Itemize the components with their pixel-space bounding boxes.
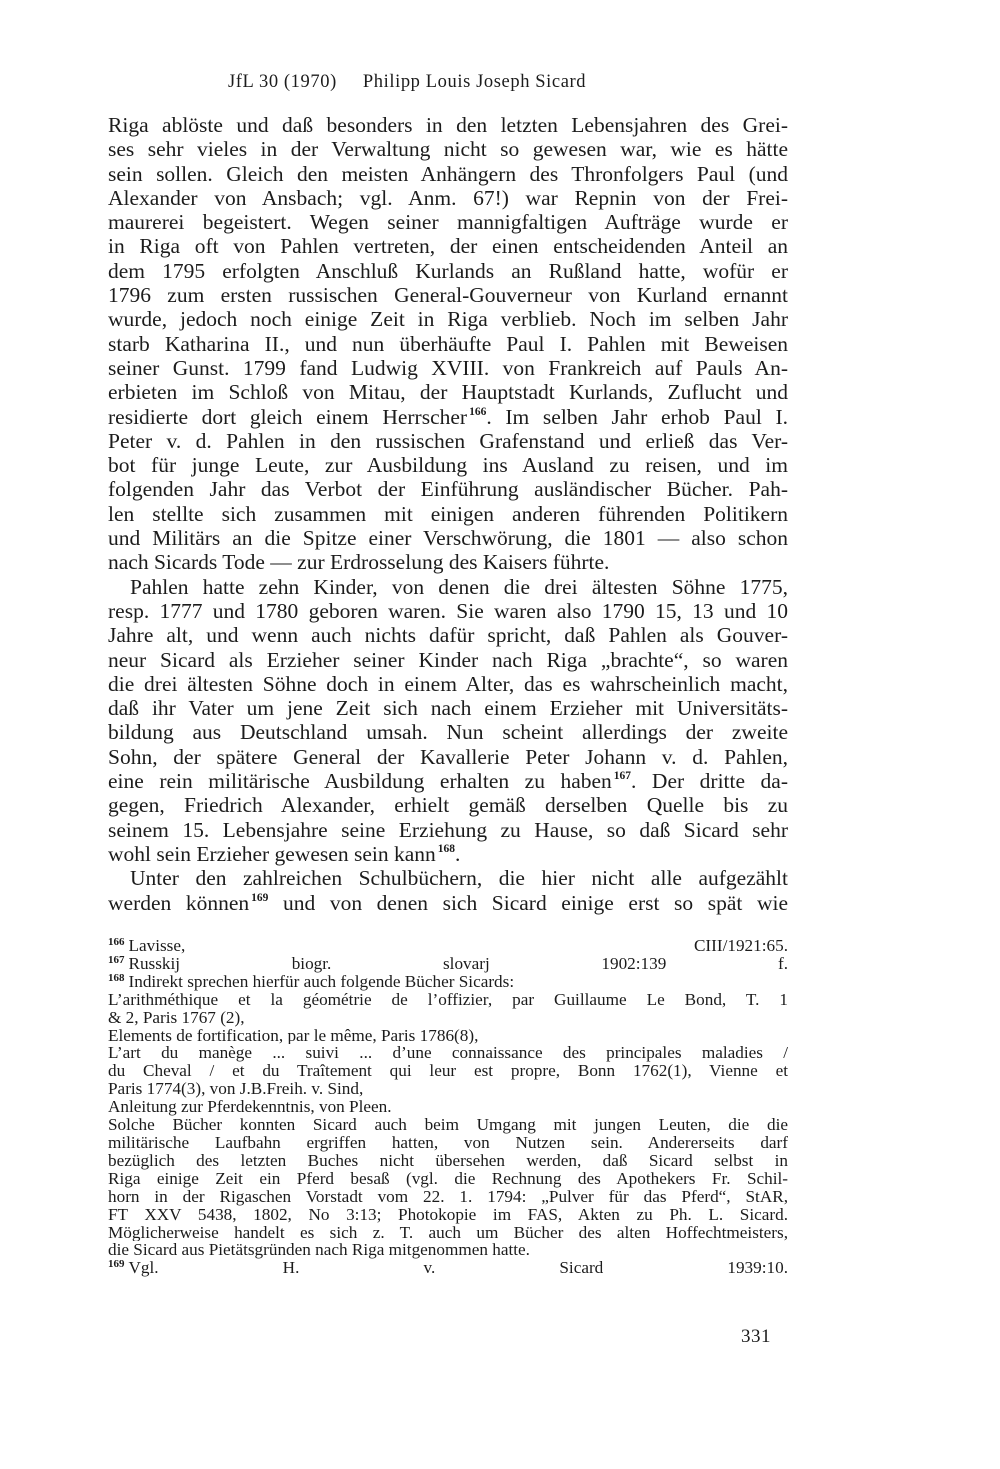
line-text: FT XXV 5438, 1802, No 3:13; Photokopie im FAS, Akten zu Ph. L. Sicard.: [108, 1205, 788, 1224]
running-header: [228, 72, 586, 93]
footnote: [108, 955, 788, 973]
line-text: ses sehr vieles in der Verwaltung nicht so gewesen war, wie es hätte: [108, 137, 788, 162]
text-line: [108, 283, 788, 307]
text-line: [108, 307, 788, 331]
footnote-number: 167: [108, 954, 125, 966]
text-line: [108, 1027, 788, 1045]
line-text: . Im selben Jahr erhob Paul I.: [486, 404, 788, 429]
line-text: L’arithméthique et la géométrie de l’offizier, par Guillaume Le Bond, T. 1: [108, 990, 788, 1009]
text-line: [108, 550, 788, 574]
line-text: Pahlen hatte zehn Kinder, von denen die drei ältesten Söhne 1775,: [130, 574, 788, 599]
footnote-number: 168: [108, 972, 125, 984]
line-text: Unter den zahlreichen Schulbüchern, die hier nicht alle aufgezählt: [130, 866, 788, 891]
text-line: [108, 1241, 788, 1259]
line-text: wurde, jedoch noch einige Zeit in Riga verblieb. Noch im selben Jahr: [108, 307, 788, 332]
footnote-reference[interactable]: 168: [437, 842, 456, 855]
line-text: horn in der Rigaschen Vorstadt vom 22. 1. 1794: „Pulver für das Pferd“, StAR,: [108, 1187, 788, 1206]
line-text: Peter v. d. Pahlen in den russischen Grafenstand und erließ das Ver-: [108, 428, 788, 453]
line-text: Jahre alt, und wenn auch nichts dafür spricht, daß Pahlen als Gouver-: [108, 623, 788, 648]
text-line: [108, 429, 788, 453]
text-line: [108, 113, 788, 137]
line-text: Vgl. H. v. Sicard 1939:10.: [128, 1259, 788, 1278]
text-line: [108, 453, 788, 477]
line-text: militärische Laufbahn ergriffen hatten, von Nutzen sein. Andererseits darf: [108, 1133, 788, 1152]
text-line: [108, 937, 788, 955]
text-line: [108, 769, 788, 793]
footnote-reference[interactable]: 166: [469, 405, 487, 418]
text-line: [108, 866, 788, 890]
line-text: Indirekt sprechen hierfür auch folgende Bücher Sicards:: [128, 972, 515, 991]
line-text: Solche Bücher konnten Sicard auch beim Umgang mit jungen Leuten, die die: [108, 1116, 788, 1134]
line-text: dem 1795 erfolgten Anschluß Kurlands an Rußland hatte, wofür er: [108, 258, 788, 283]
line-text: und von denen sich Sicard einige erst so spät wie: [268, 890, 788, 915]
text-line: [108, 502, 788, 526]
text-line: [108, 842, 788, 866]
footnote: [108, 937, 788, 955]
line-text: seiner Gunst. 1799 fand Ludwig XVIII. von Frankreich auf Pauls An-: [108, 355, 788, 380]
line-text: bot für junge Leute, zur Ausbildung ins Ausland zu reisen, und im: [108, 453, 788, 478]
text-line: [108, 648, 788, 672]
line-text: Riga ablöste und daß besonders in den letzten Lebensjahren des Grei-: [108, 113, 788, 137]
text-line: [108, 575, 788, 599]
text-line: [108, 1080, 788, 1098]
text-line: [108, 1224, 788, 1242]
text-line: [108, 891, 788, 915]
text-line: [108, 1009, 788, 1027]
line-text: wohl sein Erzieher gewesen sein kann: [108, 841, 436, 866]
line-text: werden können: [108, 890, 250, 915]
line-text: Riga einige Zeit ein Pferd besaß (vgl. die Rechnung des Apothekers Fr. Schil-: [108, 1169, 788, 1188]
text-line: [108, 1259, 788, 1277]
text-line: [108, 1188, 788, 1206]
paragraph: [108, 113, 788, 575]
line-text: maurerei begeistert. Wegen seiner mannigfaltigen Aufträge wurde er: [108, 210, 788, 235]
text-line: [108, 599, 788, 623]
line-text: seinem 15. Lebensjahre seine Erziehung zu Hause, so daß Sicard sehr: [108, 817, 788, 842]
text-line: [108, 234, 788, 258]
line-text: Russkij biogr. slovarj 1902:139 f.: [128, 954, 788, 973]
line-text: Paris 1774(3), von J.B.Freih. v. Sind,: [108, 1080, 364, 1099]
line-text: Alexander von Ansbach; vgl. Anm. 67!) war Repnin von der Frei-: [108, 185, 788, 210]
footnote-number: 166: [108, 937, 125, 948]
line-text: sein sollen. Gleich den meisten Anhängern des Thronfolgers Paul (und: [108, 161, 788, 186]
text-line: [108, 356, 788, 380]
text-line: [108, 1152, 788, 1170]
text-line: [108, 1170, 788, 1188]
line-text: nach Sicards Tode — zur Erdrosselung des Kaisers führte.: [108, 550, 610, 575]
line-text: und Militärs an die Spitze einer Verschwörung, die 1801 — also schon: [108, 526, 788, 551]
text-line: [108, 259, 788, 283]
footnote: [108, 1259, 788, 1277]
line-text: erbieten im Schloß von Mitau, der Hauptstadt Kurlands, Zuflucht und: [108, 380, 788, 405]
line-text: neur Sicard als Erzieher seiner Kinder nach Riga „brachte“, so waren: [108, 647, 788, 672]
journal-reference: JfL 30 (1970): [228, 72, 337, 92]
line-text: . Der dritte da-: [631, 769, 788, 794]
paragraph: [108, 575, 788, 867]
text-line: [108, 332, 788, 356]
text-line: [108, 720, 788, 744]
text-line: [108, 973, 788, 991]
line-text: residierte dort gleich einem Herrscher: [108, 404, 468, 429]
text-line: [108, 526, 788, 550]
line-text: .: [455, 841, 461, 866]
text-line: [108, 955, 788, 973]
text-line: [108, 162, 788, 186]
text-line: [108, 991, 788, 1009]
text-line: [108, 623, 788, 647]
text-line: [108, 1206, 788, 1224]
line-text: die Sicard aus Pietätsgründen nach Riga mitgenommen hatte.: [108, 1241, 530, 1260]
text-line: [108, 1098, 788, 1116]
footnote-number: 169: [108, 1259, 125, 1271]
line-text: len stellte sich zusammen mit einigen anderen führenden Politikern: [108, 501, 788, 526]
text-line: [108, 405, 788, 429]
line-text: Möglicherweise handelt es sich z. T. auch um Bücher des alten Hoffechtmeisters,: [108, 1223, 788, 1242]
text-line: [108, 1062, 788, 1080]
text-line: [108, 137, 788, 161]
footnotes: [108, 937, 788, 1277]
line-text: L’art du manège ... suivi ... d’une connaissance des principales maladies /: [108, 1044, 788, 1063]
line-text: Anleitung zur Pferdekenntnis, von Pleen.: [108, 1098, 392, 1117]
text-line: [108, 672, 788, 696]
line-text: daß ihr Vater um jene Zeit sich nach einem Erzieher mit Universitäts-: [108, 696, 788, 721]
line-text: Sohn, der spätere General der Kavallerie Peter Johann v. d. Pahlen,: [108, 744, 788, 769]
footnote-reference[interactable]: 169: [251, 891, 269, 904]
page-number: 331: [741, 1326, 771, 1347]
text-line: [108, 380, 788, 404]
text-line: [108, 696, 788, 720]
text-line: [108, 1134, 788, 1152]
footnote: [108, 973, 788, 1260]
article-title: Philipp Louis Joseph Sicard: [362, 72, 587, 92]
line-text: 1796 zum ersten russischen General-Gouverneur von Kurland ernannt: [108, 283, 788, 308]
text-line: [108, 745, 788, 769]
line-text: eine rein militärische Ausbildung erhalten zu haben: [108, 769, 612, 794]
line-text: bezüglich des letzten Buches nicht übersehen werden, daß Sicard selbst in: [108, 1151, 788, 1170]
text-line: [108, 477, 788, 501]
text-line: [108, 186, 788, 210]
text-line: [108, 210, 788, 234]
line-text: & 2, Paris 1767 (2),: [108, 1008, 245, 1027]
line-text: folgenden Jahr das Verbot der Einführung ausländischer Bücher. Pah-: [108, 477, 788, 502]
paragraph: [108, 866, 788, 915]
text-line: [108, 793, 788, 817]
line-text: du Cheval / et du Traîtement qui leur est propre, Bonn 1762(1), Vienne et: [108, 1062, 788, 1081]
line-text: die drei ältesten Söhne doch in einem Alter, das es wahrscheinlich macht,: [108, 671, 788, 696]
line-text: resp. 1777 und 1780 geboren waren. Sie waren also 1790 15, 13 und 10: [108, 598, 788, 623]
line-text: starb Katharina II., und nun überhäufte Paul I. Pahlen mit Beweisen: [108, 331, 788, 356]
line-text: Elements de fortification, par le même, Paris 1786(8),: [108, 1026, 479, 1045]
footnote-reference[interactable]: 167: [613, 770, 632, 783]
line-text: in Riga oft von Pahlen vertreten, der einen entscheidenden Anteil an: [108, 234, 788, 259]
main-text: [108, 113, 788, 915]
line-text: gegen, Friedrich Alexander, erhielt gemäß derselben Quelle bis zu: [108, 793, 788, 818]
line-text: Lavisse, CIII/1921:65.: [128, 937, 788, 955]
text-line: [108, 1044, 788, 1062]
text-line: [108, 818, 788, 842]
text-line: [108, 1116, 788, 1134]
line-text: bildung aus Deutschland umsah. Nun scheint allerdings der zweite: [108, 720, 788, 745]
